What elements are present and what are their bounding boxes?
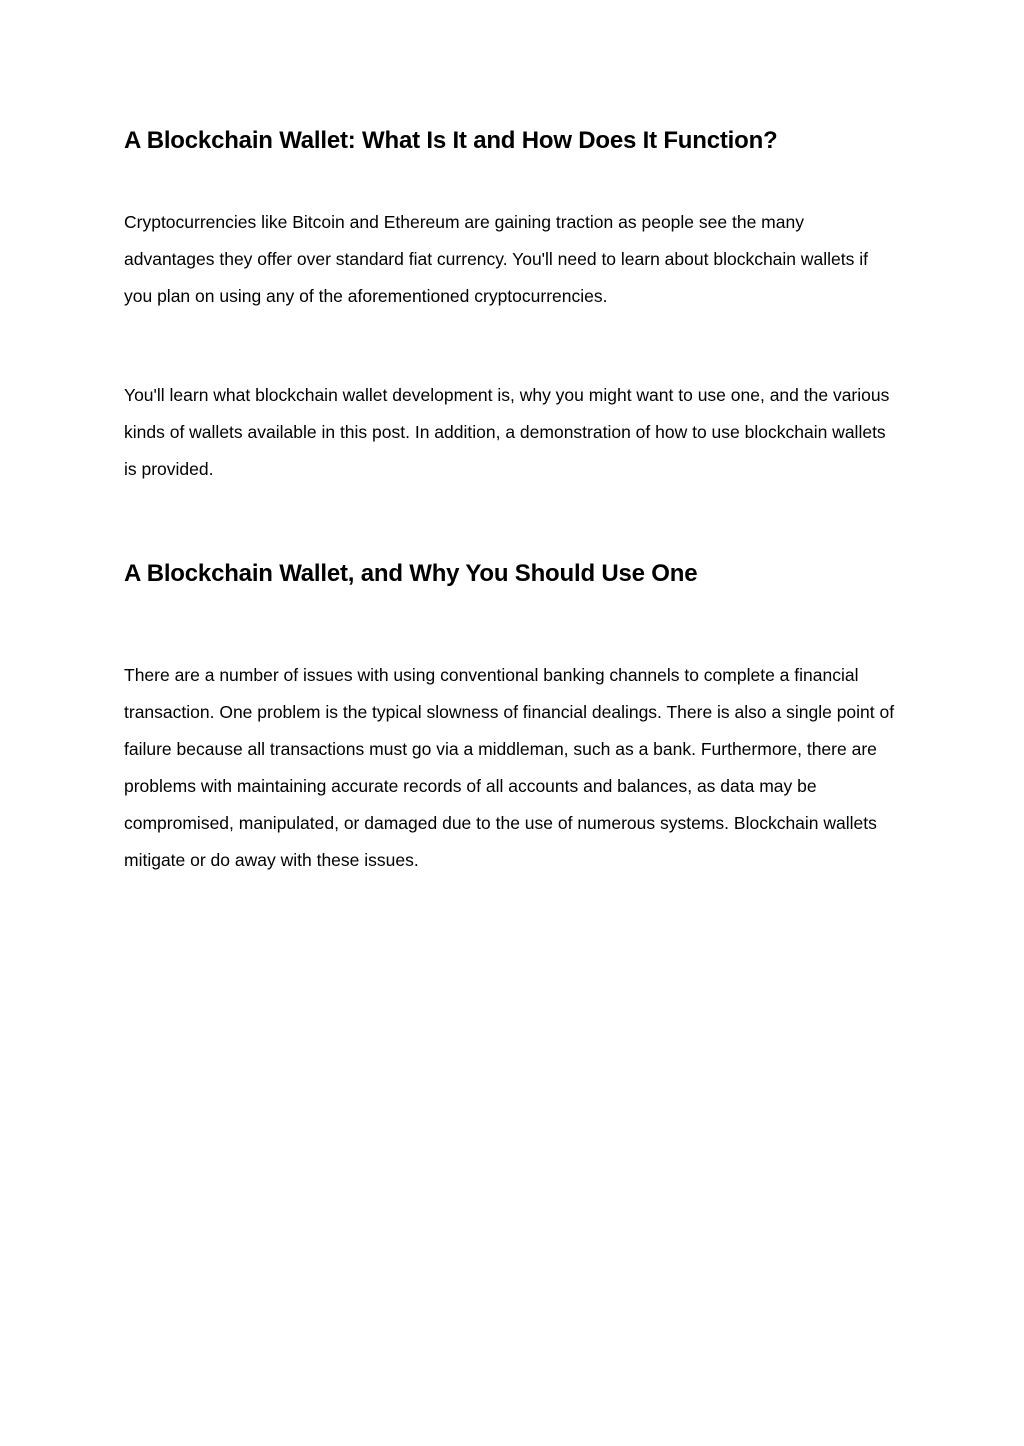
section-heading: A Blockchain Wallet, and Why You Should Use One (124, 560, 698, 587)
intro-paragraph: Cryptocurrencies like Bitcoin and Ethereum are gaining traction as people see the many advantages they offer over standard fiat currency. You'll need to learn about blockchain wallets if you plan on using any of the aforementioned cryptocurrencies. (124, 212, 868, 306)
overview-paragraph: You'll learn what blockchain wallet development is, why you might want to use one, and the various kinds of wallets available in this post. In addition, a demonstration of how to use blockchain wallets is provided. (124, 385, 890, 479)
body-paragraph: There are a number of issues with using conventional banking channels to complete a financial transaction. One problem is the typical slowness of financial dealings. There is also a single point of failure because all transactions must go via a middleman, such as a bank. Furthermore, there are problems with maintaining accurate records of all accounts and balances, as data may be compromised, manipulated, or damaged due to the use of numerous systems. Blockchain wallets mitigate or do away with these issues. (124, 665, 895, 870)
document-title: A Blockchain Wallet: What Is It and How Does It Function? (124, 127, 778, 154)
